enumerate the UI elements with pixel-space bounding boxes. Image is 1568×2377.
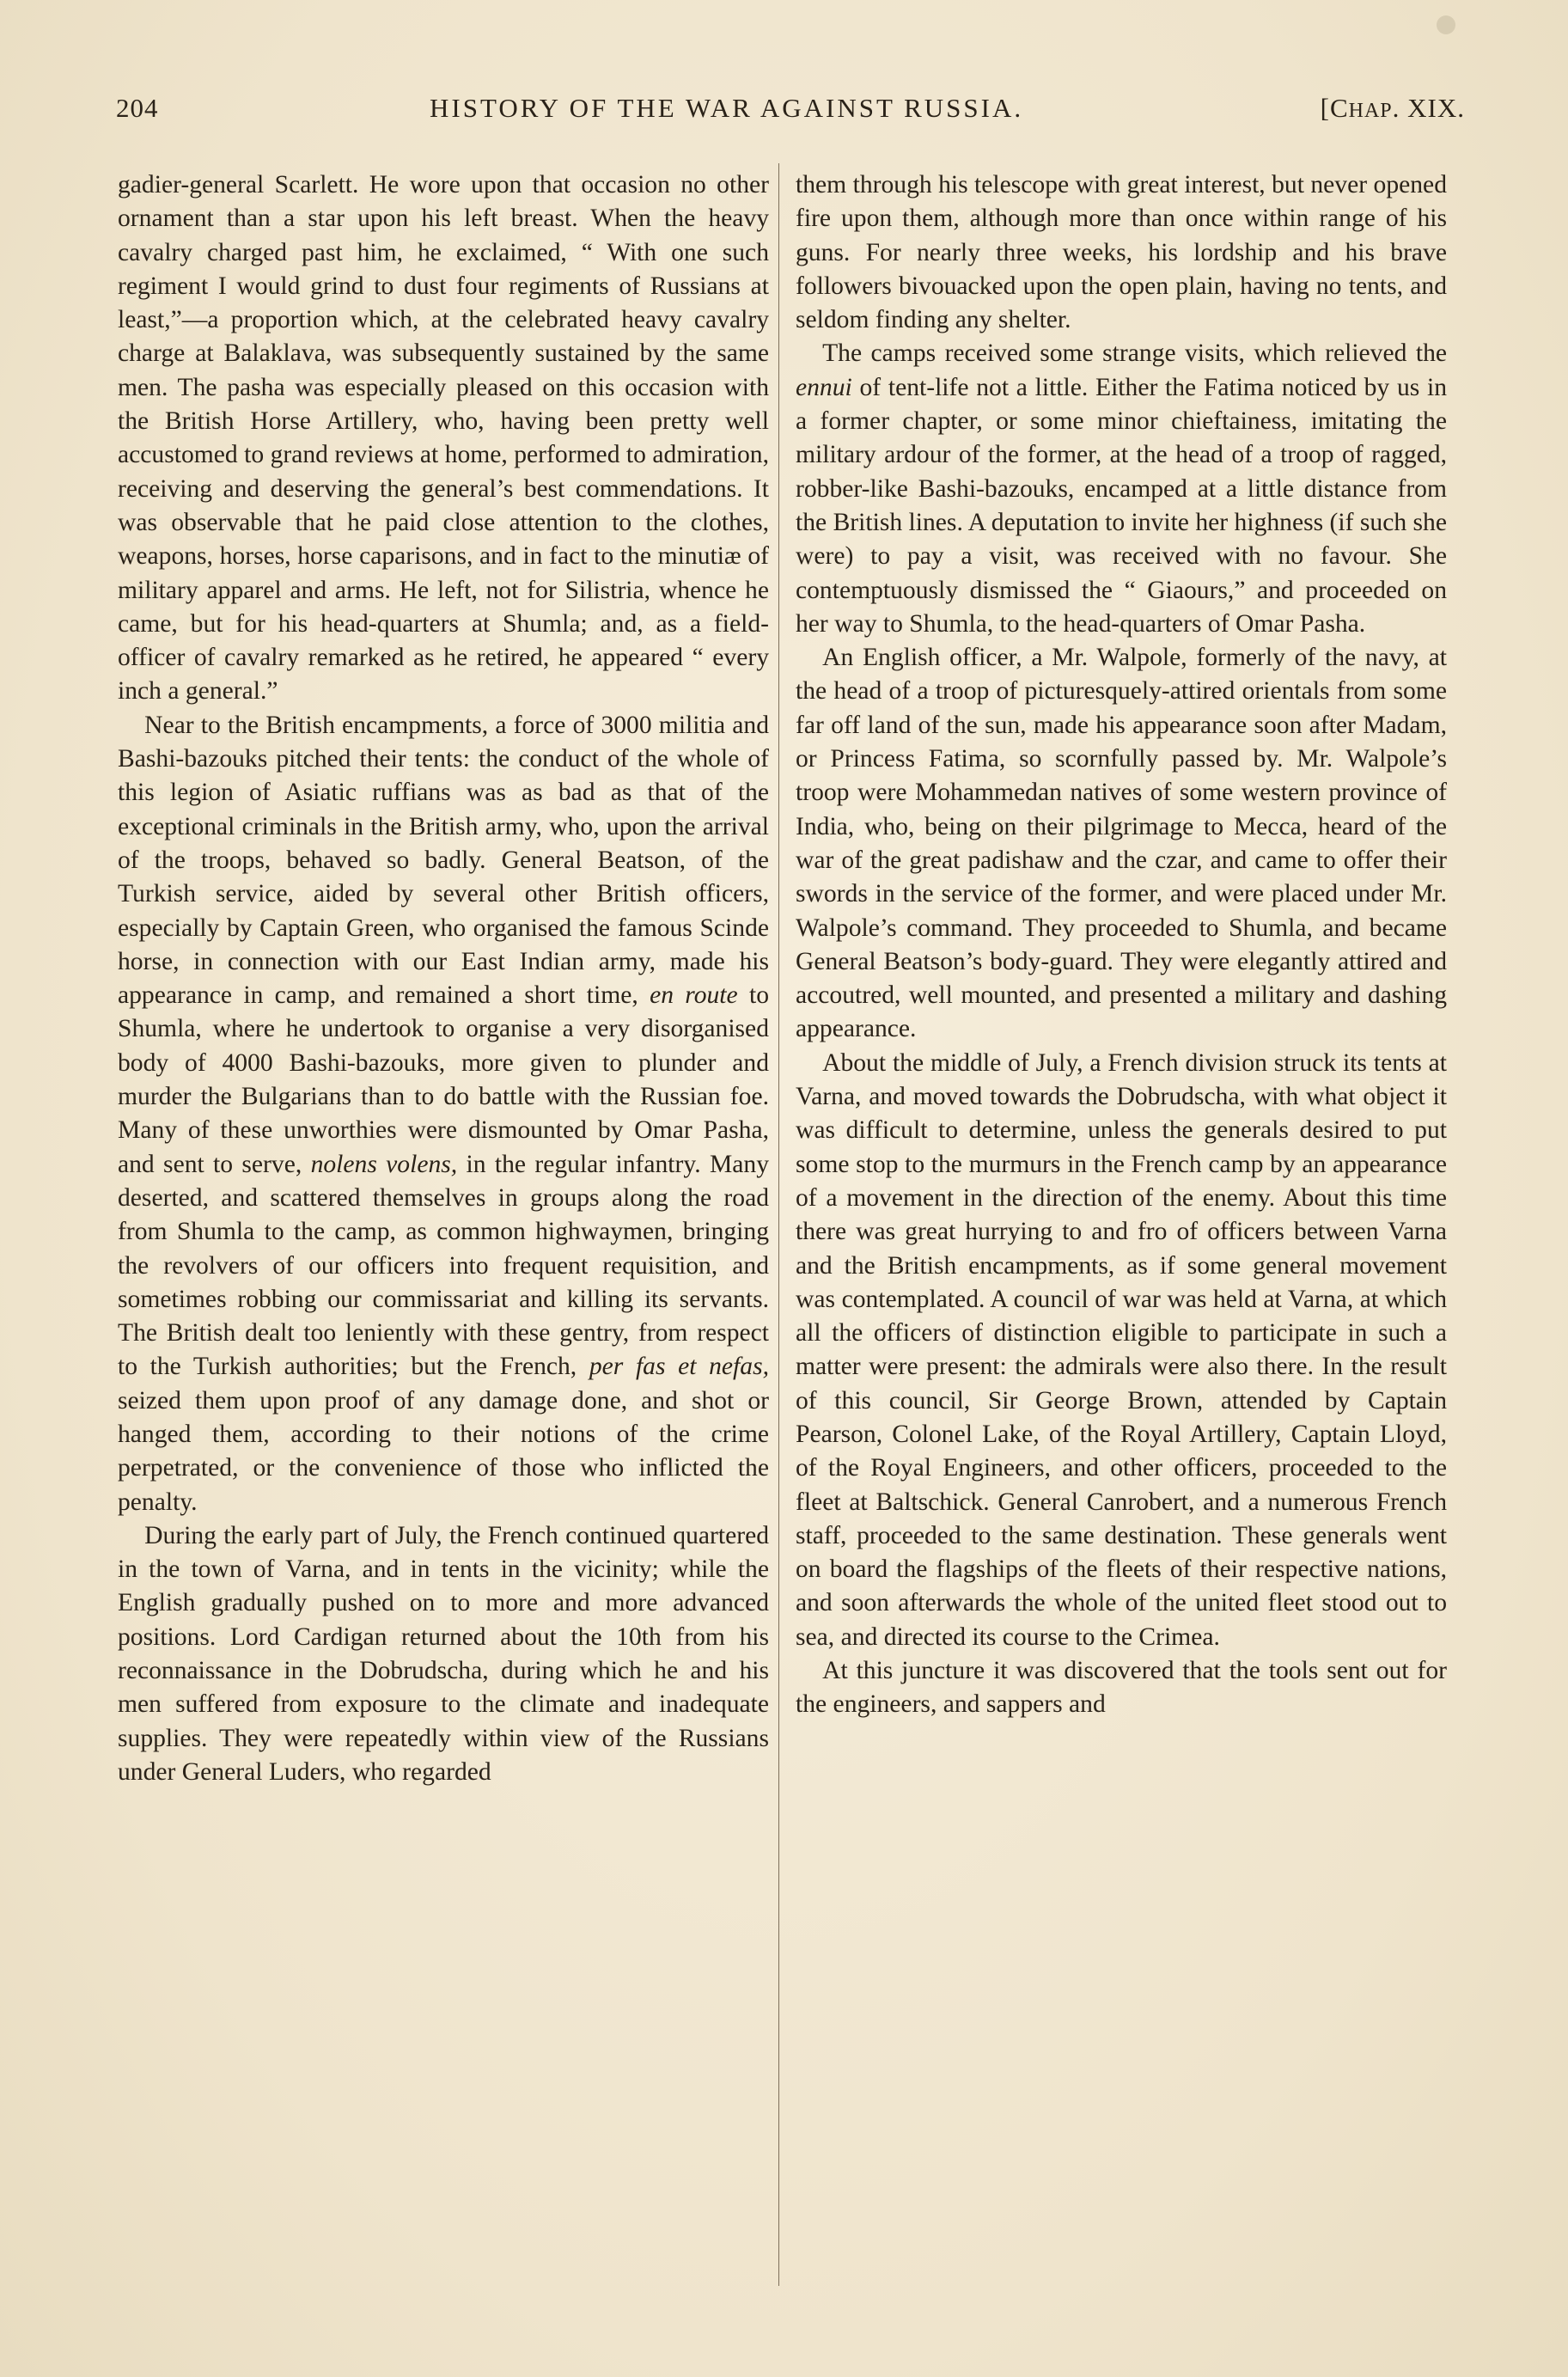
chapter-label: [CHAP. XIX. [1320,93,1465,123]
running-header [116,93,1465,136]
paragraph: Near to the British encampments, a force of 3000 militia and Bashi-bazouks pitched their tents: the conduct of the whole of this legion of Asiatic ruffians was as bad as that of the exceptional criminals in the British army, who, upon the arrival of the troops, behaved so badly. General Beatson, of the Turkish service, aided by several other British officers, especially by Captain Green, who organised the famous Scinde horse, in connection with our East Indian army, made his appearance in camp, and remained a short time, en route to Shumla, where he undertook to organise a very disorganised body of 4000 Bashi-bazouks, more given to plunder and murder the Bulgarians than to do battle with the Russian foe. Many of these unworthies were dismounted by Omar Pasha, and sent to serve, nolens volens, in the regular infantry. Many deserted, and scattered themselves in groups along the road from Shumla to the camp, as common highwaymen, bringing the revolvers of our officers into frequent requisition, and sometimes robbing our commissariat and killing its servants. The British dealt too leniently with these gentry, from respect to the Turkish authorities; but the French, per fas et nefas, seized them upon proof of any damage done, and shot or hanged them, according to their notions of the crime perpetrated, or the convenience of those who inflicted the penalty. [118,711,769,1516]
paragraph: At this juncture it was discovered that the tools sent out for the engineers, and sappers and [796,1657,1447,1719]
right-column [796,168,1447,2282]
left-column [118,168,769,2282]
paragraph: gadier-general Scarlett. He wore upon that occasion no other ornament than a star upon his left breast. When the heavy cavalry charged past him, he exclaimed, “ With one such regiment I would grind to dust four regiments of Russians at least,”—a proportion which, at the celebrated heavy cavalry charge at Balaklava, was subsequently sustained by the same men. The pasha was especially pleased on this occasion with the British Horse Artillery, who, having been pretty well accustomed to grand reviews at home, performed to admiration, receiving and deserving the general’s best commendations. It was observable that he paid close attention to the clothes, weapons, horses, horse caparisons, and in fact to the minutiæ of military apparel and arms. He left, not for Silistria, whence he came, but for his head-quarters at Shumla; and, as a field-officer of cavalry remarked as he retired, he appeared “ every inch a general.” [118,171,769,706]
column-divider [778,163,779,2286]
ink-blot [1437,15,1455,34]
paragraph: During the early part of July, the French continued quartered in the town of Varna, and in tents in the vicinity; while the English gradually pushed on to more and more advanced positions. Lord Cardigan returned about the 10th from his reconnaissance in the Dobrudscha, during which he and his men suffered from exposure to the climate and inadequate supplies. They were repeatedly within view of the Russians under General Luders, who regarded [118,1521,769,1786]
paragraph: The camps received some strange visits, which relieved the ennui of tent-life not a little. Either the Fatima noticed by us in a former chapter, or some minor chieftainess, imitating the military ardour of the former, at the head of a troop of ragged, robber-like Bashi-bazouks, encamped at a little distance from the British lines. A deputation to invite her highness (if such she were) to pay a visit, was received with no favour. She contemptuously dismissed the “ Giaours,” and proceeded on her way to Shumla, to the head-quarters of Omar Pasha. [796,339,1448,638]
running-title: HISTORY OF THE WAR AGAINST RUSSIA. [430,93,1024,123]
paragraph: About the middle of July, a French division struck its tents at Varna, and moved towards the Dobrudscha, with what object it was difficult to determine, unless the generals desired to put some stop to the murmurs in the French camp by an appearance of a movement in the direction of the enemy. About this time there was great hurrying to and fro of officers between Varna and the British encampments, as if some general movement was contemplated. A council of war was held at Varna, at which all the officers of distinction eligible to participate in such a matter were present: the admirals were also there. In the result of this council, Sir George Brown, attended by Captain Pearson, Colonel Lake, of the Royal Artillery, Captain Lloyd, of the Royal Engineers, and other officers, proceeded to the fleet at Baltschick. General Canrobert, and a numerous French staff, proceeded to the same destination. These generals went on board the flagships of the fleets of their respective nations, and soon afterwards the whole of the united fleet stood out to sea, and directed its course to the Crimea. [796,1048,1447,1651]
paragraph: An English officer, a Mr. Walpole, formerly of the navy, at the head of a troop of picturesquely-attired orientals from some far off land of the sun, made his appearance soon after Madam, or Princess Fatima, so scornfully passed by. Mr. Walpole’s troop were Mohammedan natives of some western province of India, who, being on their pilgrimage to Mecca, heard of the war of the great padishaw and the czar, and came to offer their swords in the service of the former, and were placed under Mr. Walpole’s command. They proceeded to Shumla, and became General Beatson’s body-guard. They were elegantly attired and accoutred, well mounted, and presented a military and dashing appearance. [796,644,1447,1043]
page-number: 204 [116,93,159,123]
paragraph: them through his telescope with great interest, but never opened fire upon them, although more than once within range of his guns. For nearly three weeks, his lordship and his brave followers bivouacked upon the open plain, having no tents, and seldom finding any shelter. [796,171,1447,334]
